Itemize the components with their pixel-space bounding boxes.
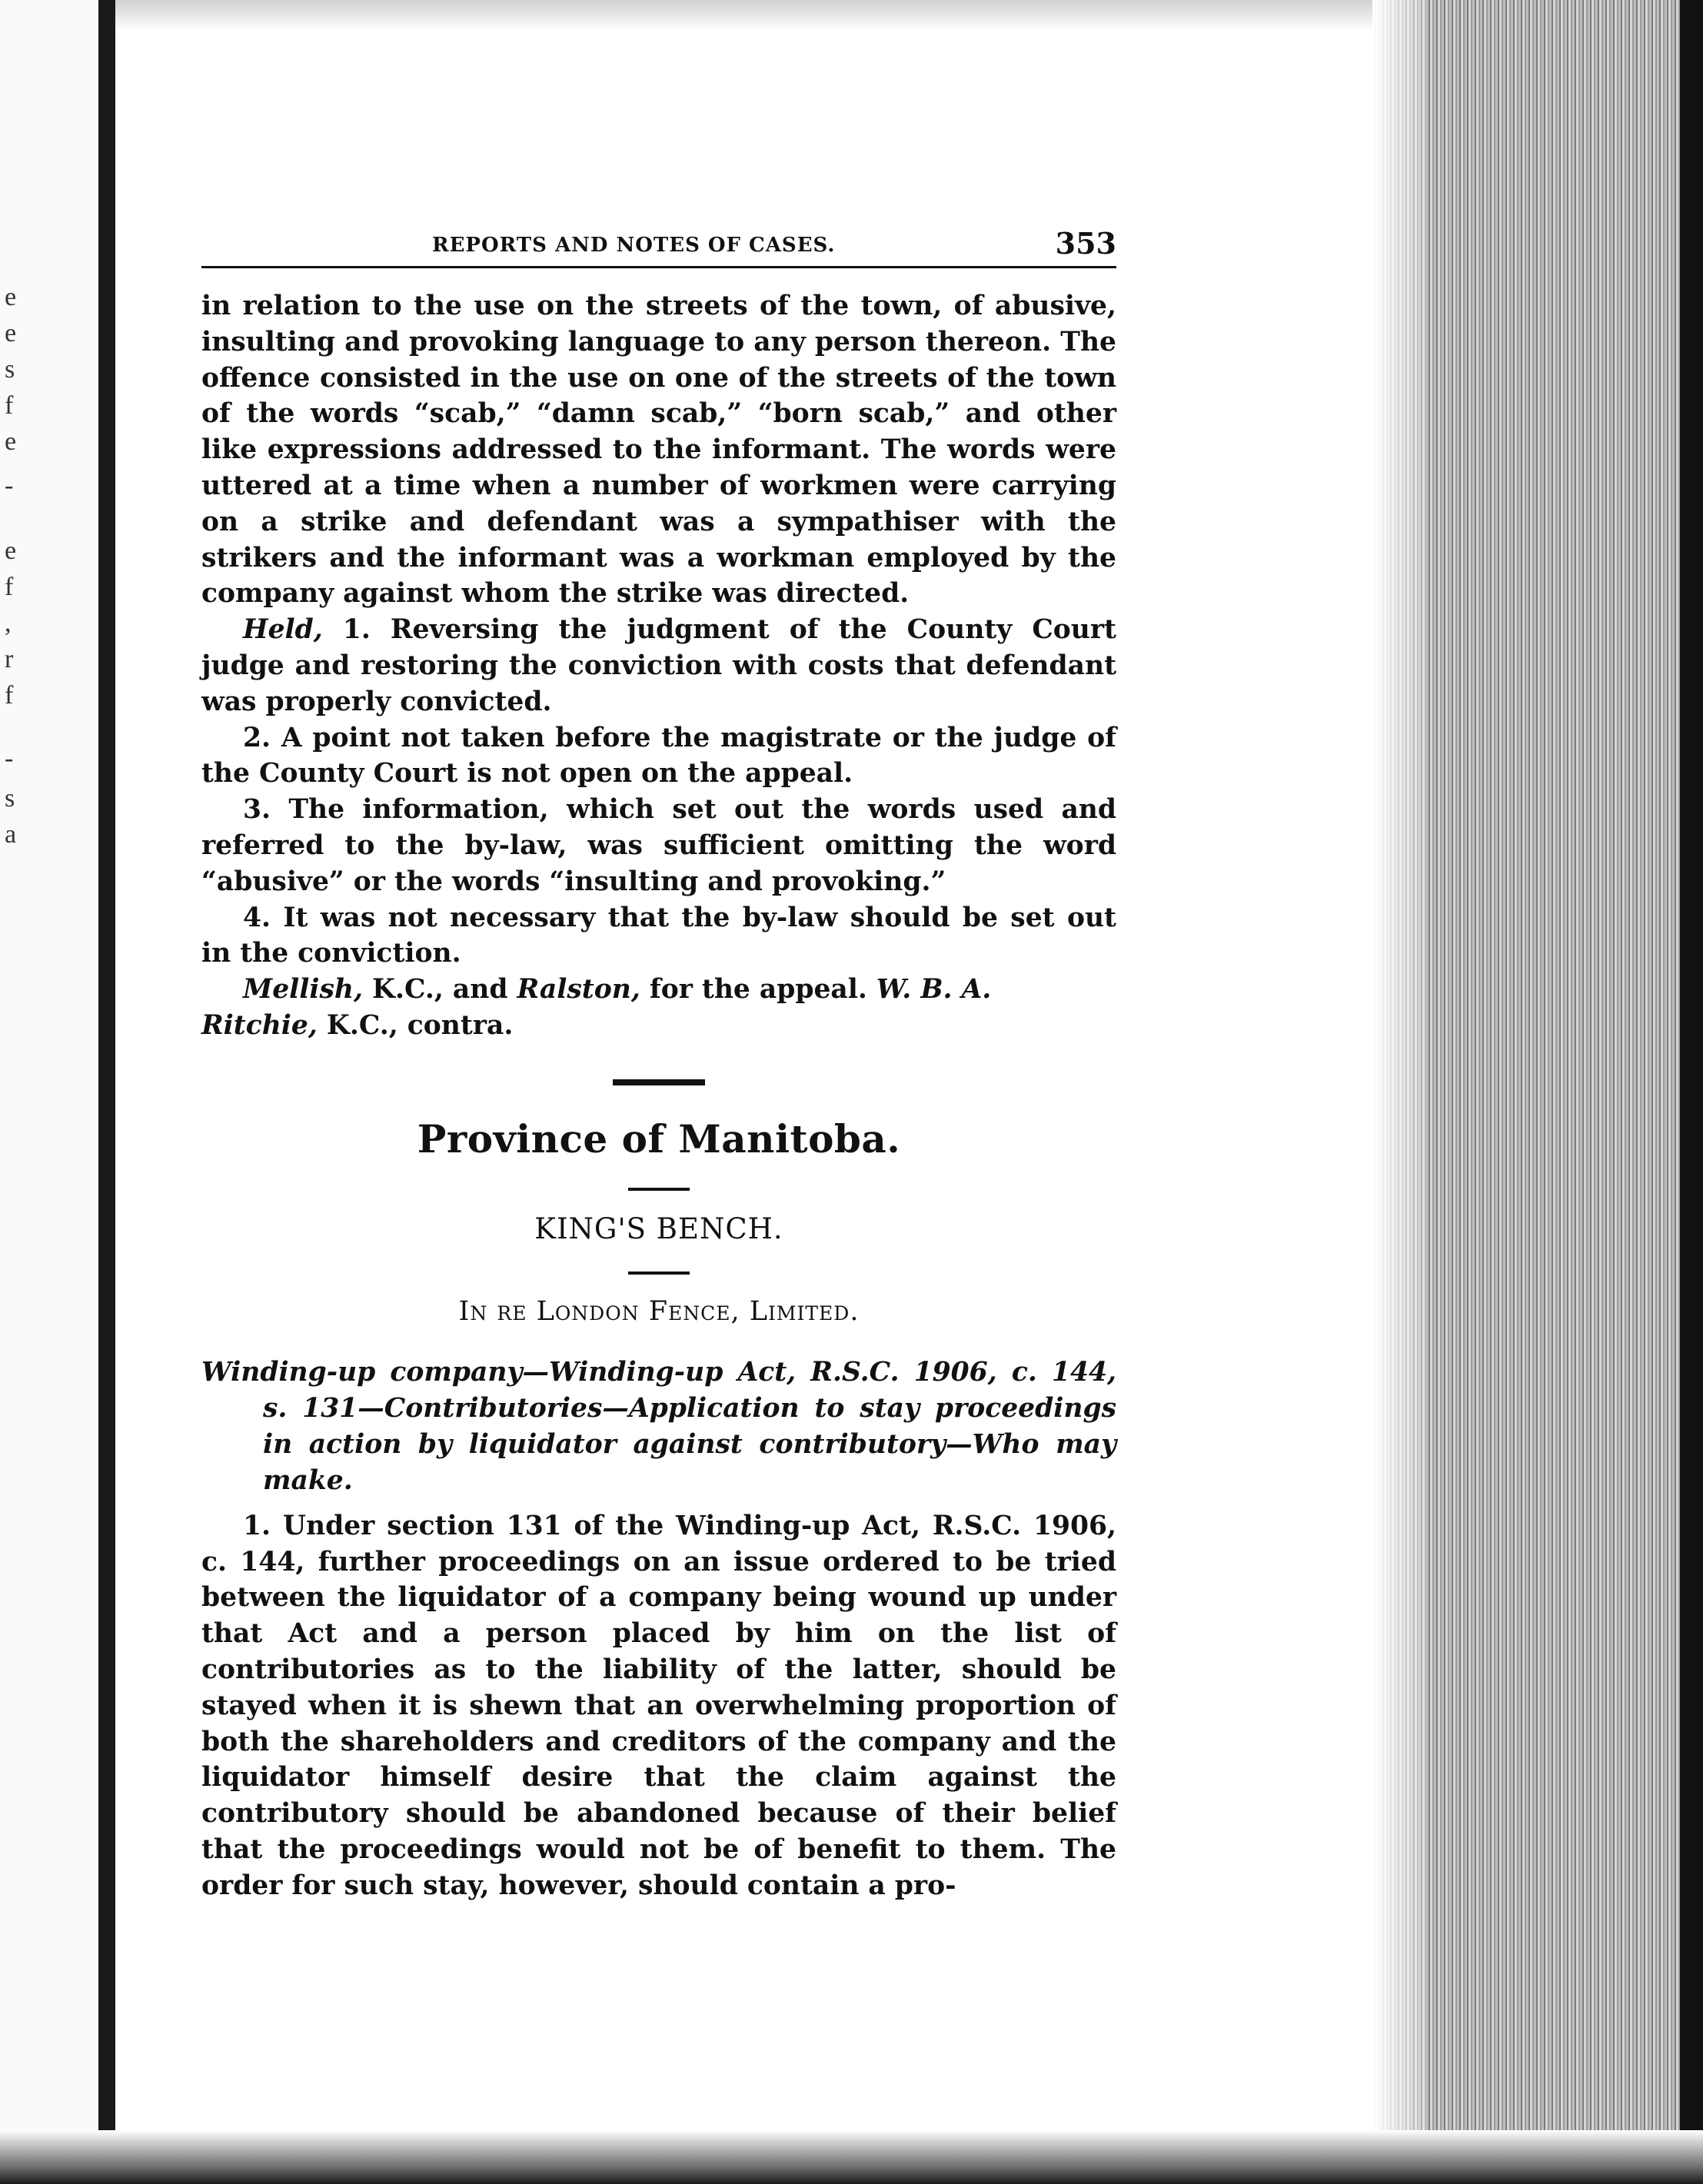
paragraph-point-4: 4. It was not necessary that the by-law should be set out in the conviction. — [201, 902, 1116, 969]
margin-letter: a — [5, 820, 17, 849]
margin-letter: f — [5, 681, 14, 710]
counsel-text: K.C., contra. — [317, 1009, 514, 1041]
court-heading: KING'S BENCH. — [534, 1212, 783, 1245]
margin-letter: f — [5, 391, 14, 420]
running-head-title: REPORTS AND NOTES OF CASES. — [432, 234, 836, 257]
margin-letter: e — [5, 537, 17, 565]
scan-bottom-shadow — [0, 2130, 1703, 2184]
book-page — [201, 223, 1116, 1904]
margin-letter: , — [5, 609, 12, 637]
counsel-name: W. B. A. Ritchie, — [201, 974, 992, 1041]
binding-edge — [0, 0, 115, 2184]
paragraph-holding-1: 1. Under section 131 of the Winding-up Act, R.S.C. 1906, c. 144, further proceedings on an issue ordered to be tried between the liquidator of a company being wound up under that Act and a person placed by him on the list of contributories as to the liability of the latter, should be stayed when it is shewn that an overwhelming proportion of both the shareholders and creditors of the company and the liquidator himself desire that the claim against the contributory should be abandoned because of their belief that the proceedings would not be of benefit to them. The order for such stay, however, should contain a pro- — [201, 1510, 1116, 1901]
margin-letter: f — [5, 573, 14, 601]
held-text: 1. Reversing the judgment of the County Court judge and restoring the conviction with costs that defendant was properly convicted. — [201, 614, 1116, 717]
margin-letter: e — [5, 319, 17, 347]
margin-letter: e — [5, 427, 17, 456]
running-head — [201, 223, 1116, 268]
case-title: In re London Fence, Limited. — [458, 1295, 860, 1327]
case-report-body — [201, 288, 1116, 1044]
counsel-name: Ralston, — [517, 974, 640, 1006]
margin-letter: - — [5, 744, 14, 773]
heading-rule — [628, 1272, 690, 1275]
margin-letter: s — [5, 355, 15, 384]
headnote: Winding-up company—Winding-up Act, R.S.C. 1906, c. 144, s. 131—Contributories—Application to stay proceedings in action by liquidator against contributory—Who may make. — [201, 1356, 1116, 1496]
holding-body — [201, 1508, 1116, 1904]
province-heading: Province of Manitoba. — [417, 1115, 901, 1162]
paragraph-held — [201, 612, 1116, 720]
page-stack-edge — [1372, 0, 1703, 2184]
paragraph-continuation: in relation to the use on the streets of the town, of abusive, insulting and provoking language to any person thereon. The offence consisted in the use on one of the streets of the town of the words “scab,” “damn scab,” “born scab,” and other like expressions addressed to the informant. The words were uttered at a time when a number of workmen were carrying on a strike and defendant was a sympathiser with the strikers and the informant was a workman employed by the company against whom the strike was directed. — [201, 291, 1116, 610]
paragraph-point-2: 2. A point not taken before the magistrate or the judge of the County Court is not open on the appeal. — [201, 722, 1116, 789]
section-divider — [613, 1079, 705, 1085]
page-number: 353 — [1055, 226, 1116, 261]
scan-top-shadow — [115, 0, 1376, 31]
counsel-name: Mellish, — [243, 974, 363, 1006]
margin-letter: e — [5, 283, 17, 311]
margin-letter: r — [5, 645, 14, 673]
counsel-text: K.C., and — [362, 974, 517, 1006]
held-label: Held, — [243, 614, 323, 646]
margin-letter: - — [5, 471, 14, 500]
paragraph-point-3: 3. The information, which set out the words used and referred to the by-law, was sufficient omitting the word “abusive” or the words “insulting and provoking.” — [201, 794, 1116, 897]
margin-letter: s — [5, 784, 15, 813]
heading-rule — [628, 1188, 690, 1191]
paragraph-counsel — [201, 972, 1116, 1044]
counsel-text: for the appeal. — [640, 974, 876, 1006]
